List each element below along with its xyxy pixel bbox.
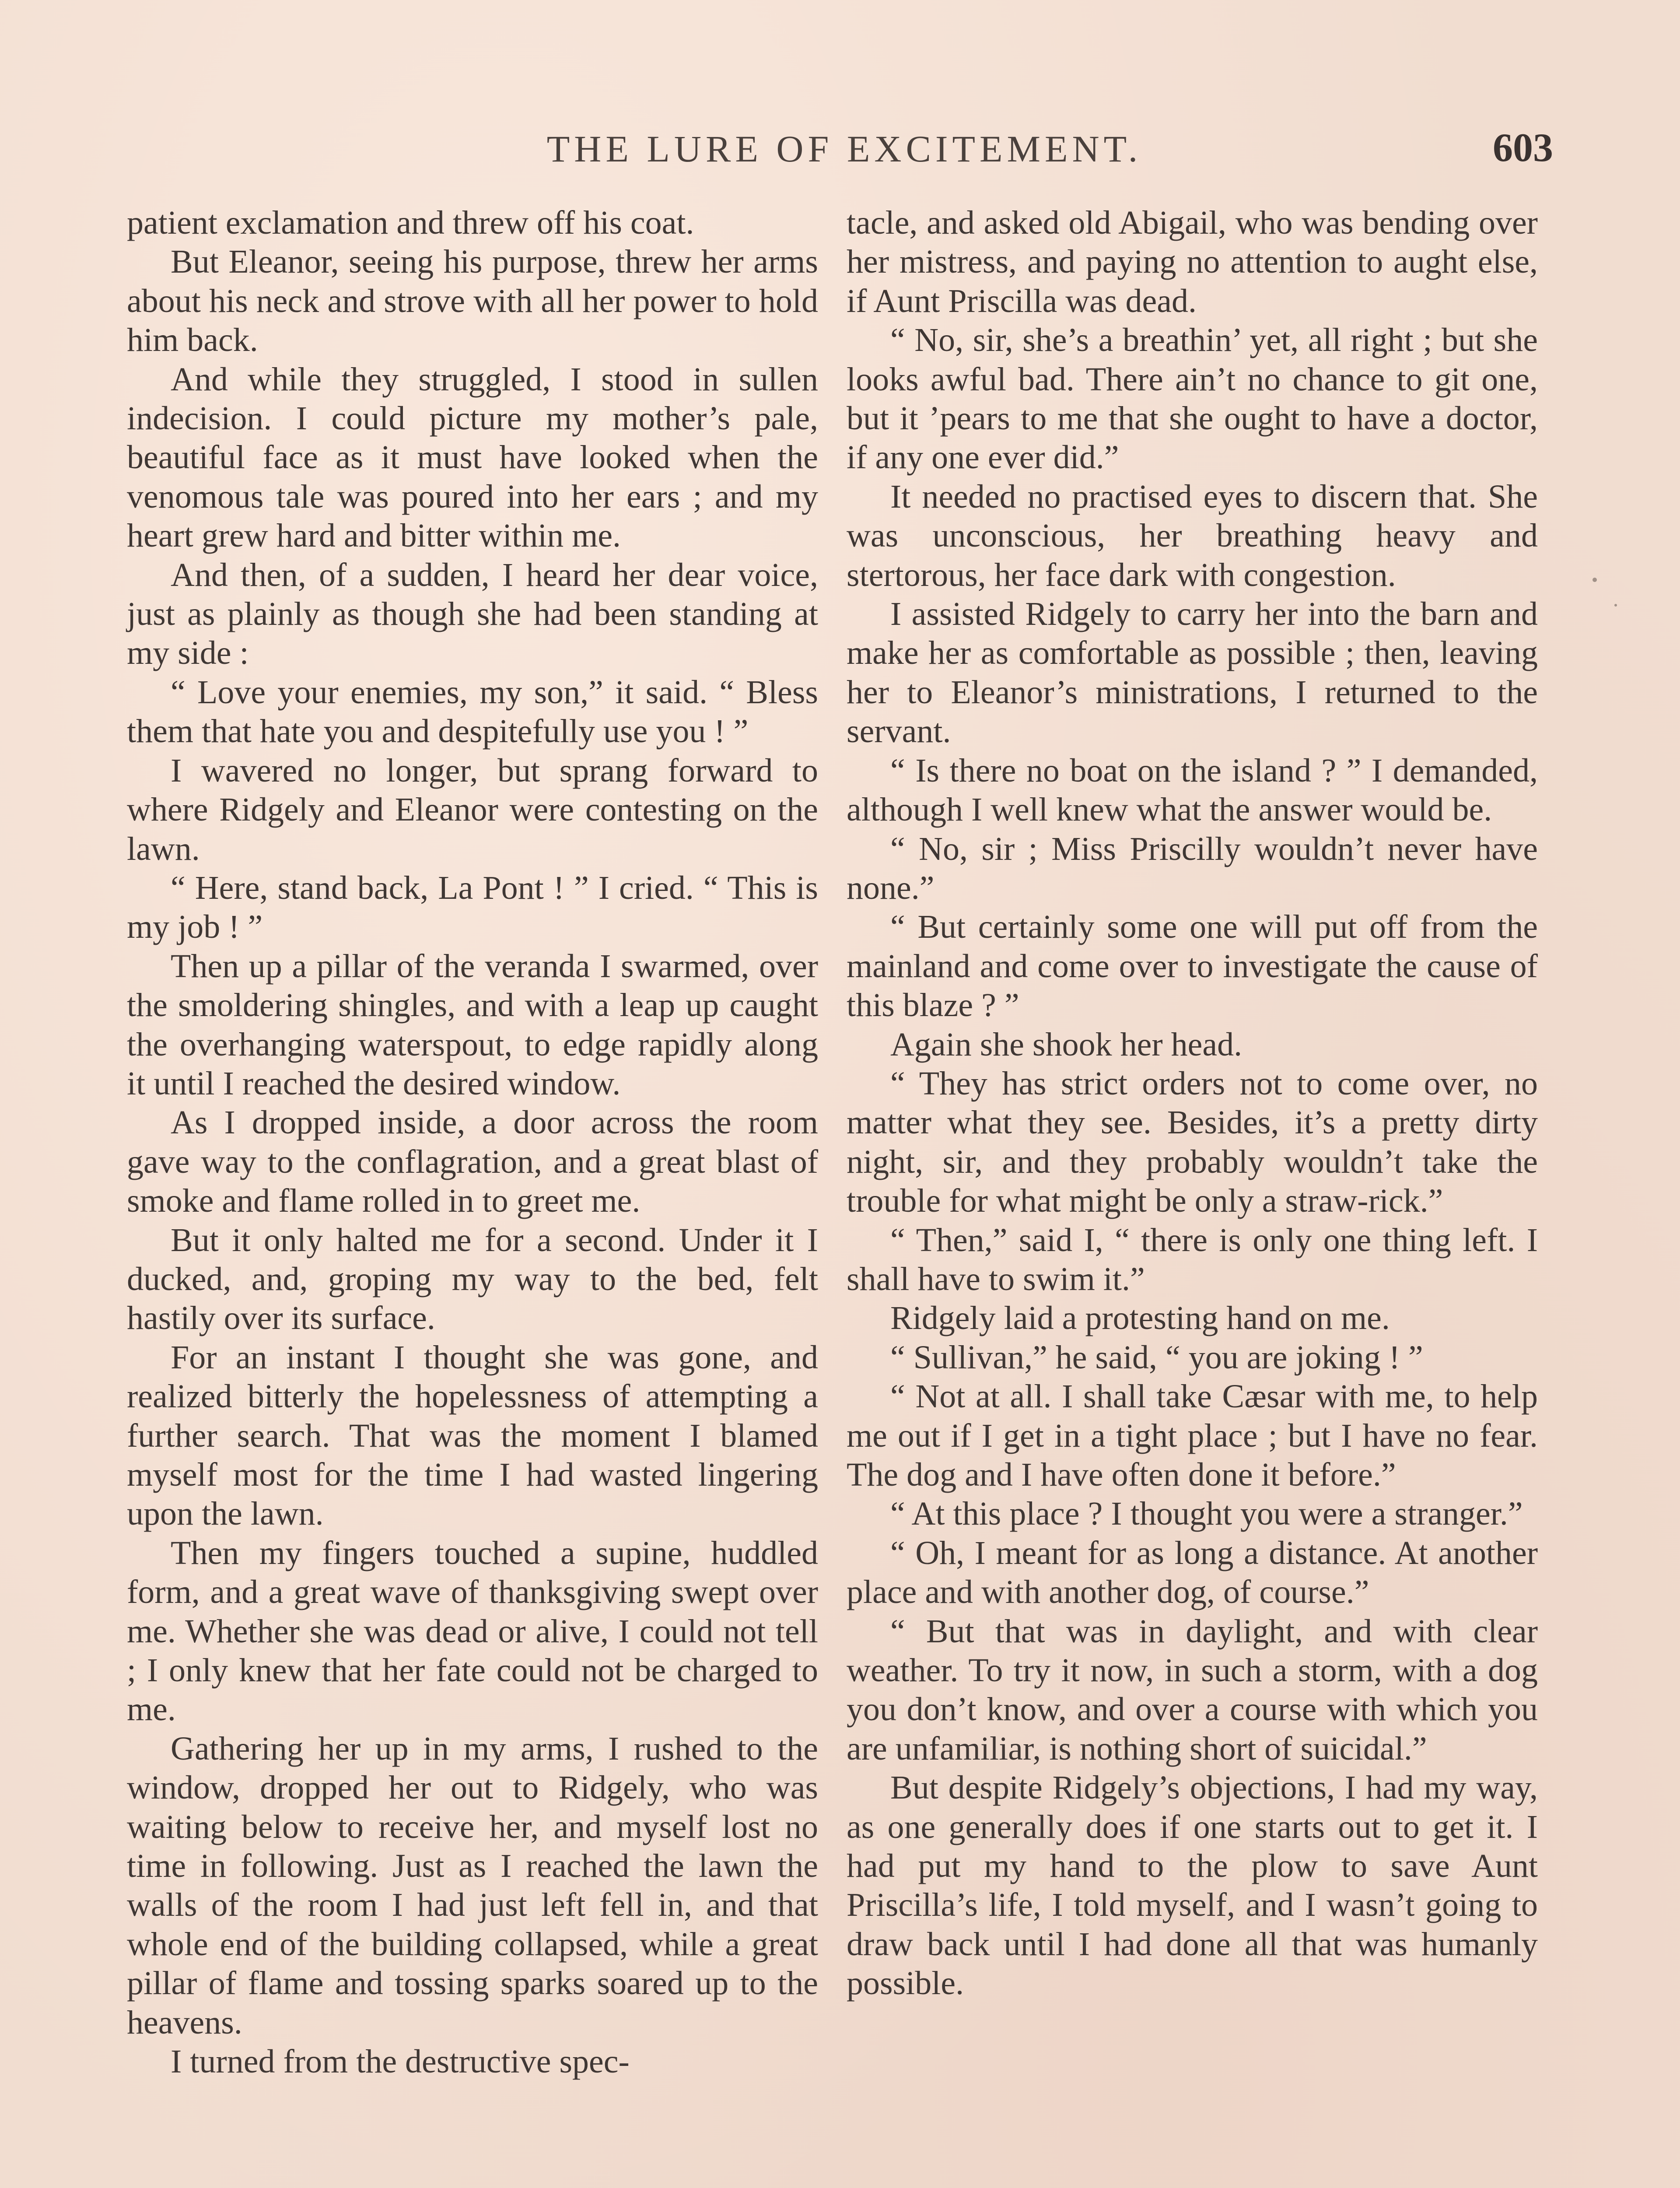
running-head [0, 127, 1680, 175]
paragraph: tacle, and asked old Abigail, who was bending over her mistress, and paying no attention to aught else, if Aunt Priscilla was dead. [847, 204, 1538, 319]
paragraph: “ At this place ? I thought you were a stranger.” [890, 1495, 1523, 1532]
paragraph: And then, of a sudden, I heard her dear voice, just as plainly as though she had been standing at my side : [127, 556, 818, 672]
paragraph: Gathering her up in my arms, I rushed to the window, dropped her out to Ridgely, who was waiting below to receive her, and myself lost no time in following. Just as I reached the lawn the walls of the room I had just left fell in, and that whole end of the building collapsed, while a great pillar of flame and tossing sparks soared up to the heavens. [127, 1730, 818, 2041]
paragraph: As I dropped inside, a door across the room gave way to the conflagration, and a great blast of smoke and flame rolled in to greet me. [127, 1104, 818, 1220]
paragraph: I turned from the destructive spec- [171, 2043, 630, 2080]
paper-speck [1614, 604, 1617, 607]
paragraph: “ But that was in daylight, and with clear weather. To try it now, in such a storm, with a dog you don’t know, and over a course with which you are unfamiliar, is nothing short of suicidal.” [847, 1613, 1538, 1767]
paragraph: “ But certainly some one will put off from the mainland and come over to investigate the cause of this blaze ? ” [847, 908, 1538, 1024]
paragraph: It needed no practised eyes to discern that. She was unconscious, her breathing heavy and stertorous, her face dark with congestion. [847, 478, 1538, 593]
paragraph: Again she shook her head. [890, 1026, 1242, 1063]
running-title: THE LURE OF EXCITEMENT. [546, 128, 1142, 170]
paragraph: “ No, sir ; Miss Priscilly wouldn’t never have none.” [847, 830, 1538, 906]
paragraph: “ Then,” said I, “ there is only one thing left. I shall have to swim it.” [847, 1221, 1538, 1297]
paragraph: Then up a pillar of the veranda I swarmed, over the smoldering shingles, and with a leap up caught the overhanging waterspout, to edge rapidly along it until I reached the desired window. [127, 947, 818, 1102]
paragraph: “ Oh, I meant for as long a distance. At another place and with another dog, of course.” [847, 1534, 1538, 1611]
paragraph: But despite Ridgely’s objections, I had my way, as one generally does if one starts out to get it. I had put my hand to the plow to save Aunt Priscilla’s life, I told myself, and I wasn’t going to draw back until I had done all that was humanly possible. [847, 1769, 1538, 2002]
paragraph: patient exclamation and threw off his coat. [127, 204, 694, 241]
paragraph: But it only halted me for a second. Under it I ducked, and, groping my way to the bed, felt hastily over its surface. [127, 1221, 818, 1337]
paragraph: I wavered no longer, but sprang forward to where Ridgely and Eleanor were contesting on the lawn. [127, 752, 818, 867]
paragraph: “ Love your enemies, my son,” it said. “ Bless them that hate you and despitefully use you ! ” [127, 673, 818, 750]
paragraph: I assisted Ridgely to carry her into the barn and make her as comfortable as possible ; then, leaving her to Eleanor’s ministrations, I returned to the servant. [847, 596, 1538, 750]
paper-speck [1592, 578, 1597, 582]
paragraph: “ Here, stand back, La Pont ! ” I cried. “ This is my job ! ” [127, 869, 818, 946]
left-column [127, 203, 818, 2082]
paragraph: “ They has strict orders not to come over, no matter what they see. Besides, it’s a pretty dirty night, sir, and they probably wouldn’t take the trouble for what might be only a straw-rick.” [847, 1065, 1538, 1220]
paragraph: “ Sullivan,” he said, “ you are joking ! ” [890, 1339, 1423, 1376]
paragraph: “ No, sir, she’s a breathin’ yet, all right ; but she looks awful bad. There ain’t no chance to git one, but it ’pears to me that she ought to have a doctor, if any one ever did.” [847, 322, 1538, 476]
paragraph: For an instant I thought she was gone, and realized bitterly the hopelessness of attempting a further search. That was the moment I blamed myself most for the time I had wasted lingering upon the lawn. [127, 1339, 818, 1532]
paragraph: Ridgely laid a protesting hand on me. [890, 1300, 1390, 1337]
paragraph: Then my fingers touched a supine, huddled form, and a great wave of thanksgiving swept over me. Whether she was dead or alive, I could not tell ; I only knew that her fate could not be charged to me. [127, 1534, 818, 1728]
paragraph: But Eleanor, seeing his purpose, threw her arms about his neck and strove with all her power to hold him back. [127, 243, 818, 359]
paragraph: And while they struggled, I stood in sullen indecision. I could picture my mother’s pale, beautiful face as it must have looked when the venomous tale was poured into her ears ; and my heart grew hard and bitter within me. [127, 361, 818, 554]
right-column [847, 203, 1538, 2003]
page-number: 603 [1493, 125, 1553, 170]
paragraph: “ Not at all. I shall take Cæsar with me, to help me out if I get in a tight place ; but I have no fear. The dog and I have often done it before.” [847, 1378, 1538, 1493]
paragraph: “ Is there no boat on the island ? ” I demanded, although I well knew what the answer would be. [847, 752, 1538, 828]
